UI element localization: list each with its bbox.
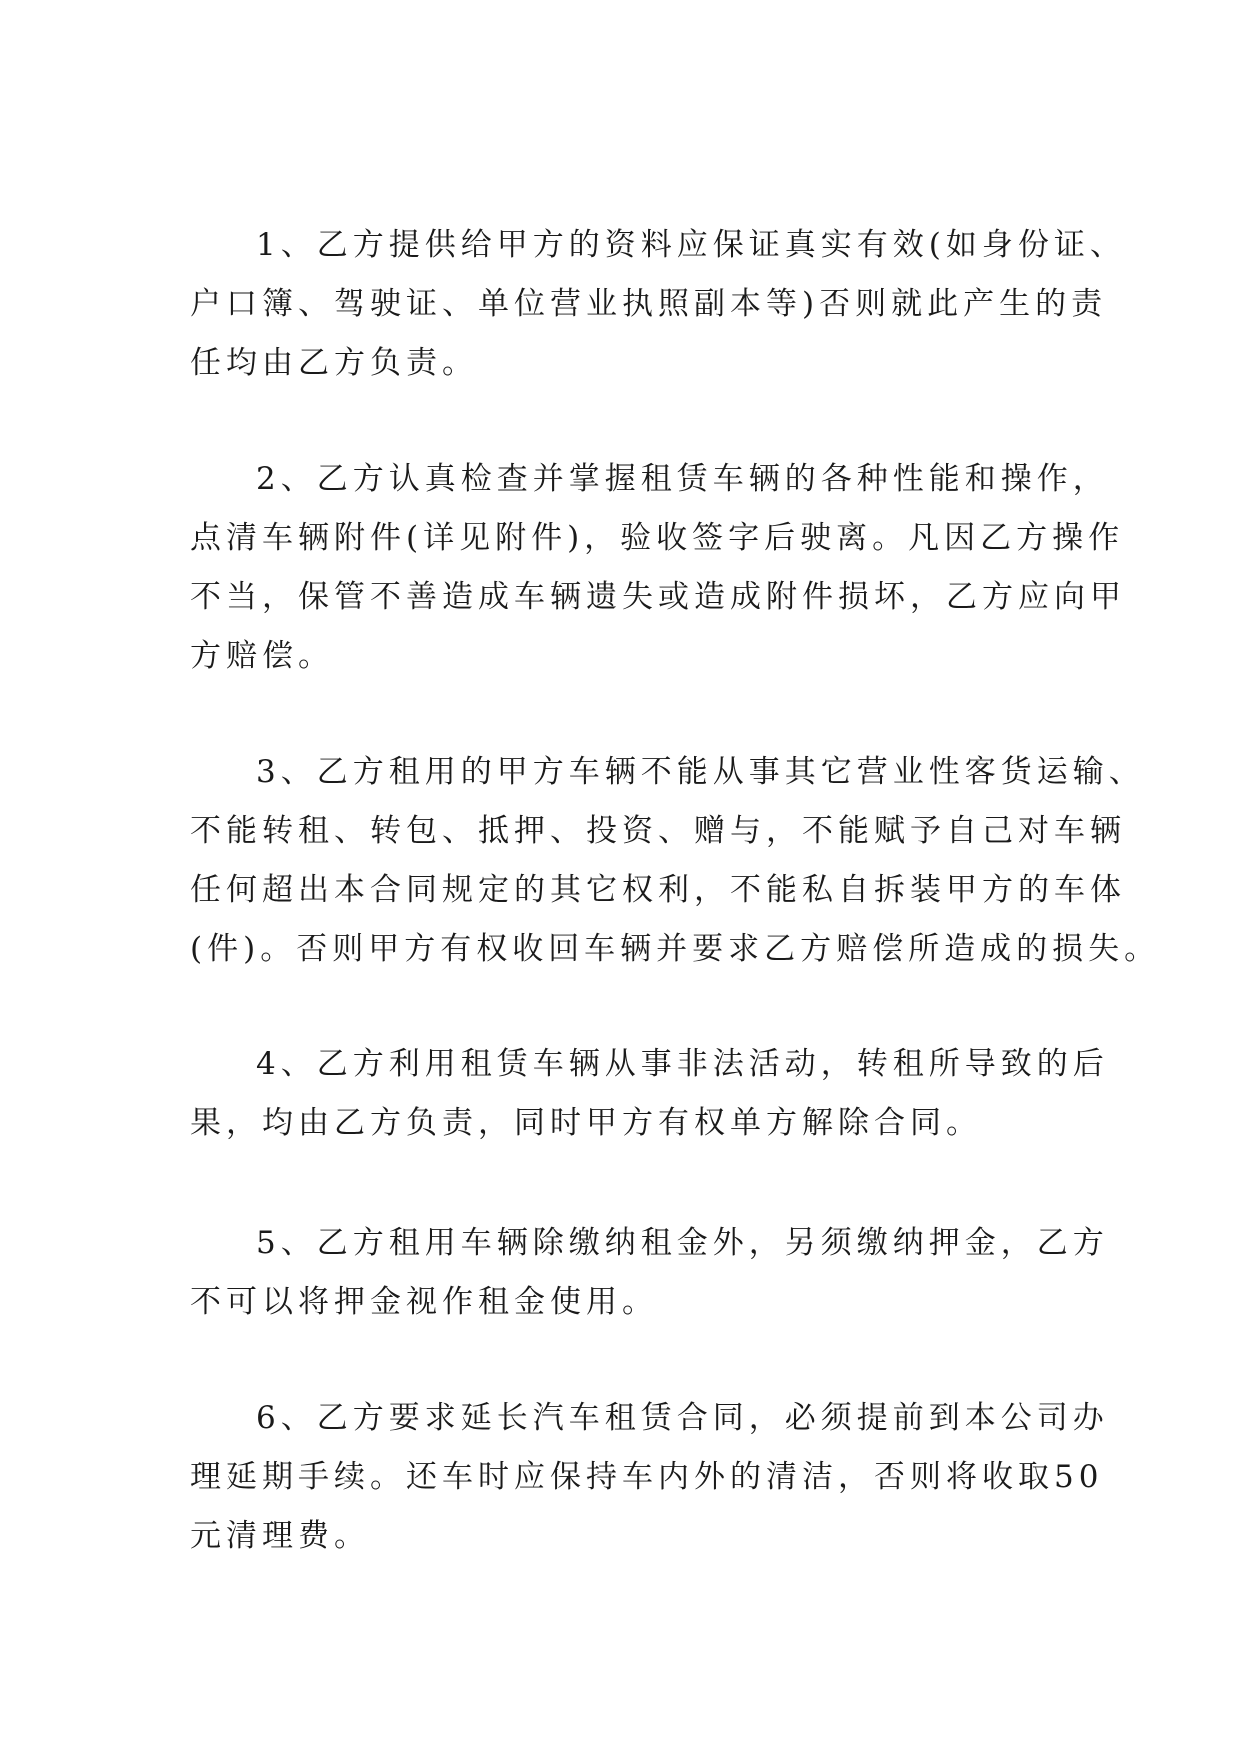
clause-line: (件)。否则甲方有权收回车辆并要求乙方赔偿所造成的损失。	[190, 931, 1161, 967]
clause-line: 1、乙方提供给甲方的资料应保证真实有效(如身份证、	[256, 227, 1126, 263]
clause-line: 6、乙方要求延长汽车租赁合同，必须提前到本公司办	[256, 1400, 1109, 1436]
clause-line: 3、乙方租用的甲方车辆不能从事其它营业性客货运输、	[256, 754, 1145, 790]
clause-line: 元清理费。	[190, 1518, 370, 1554]
clause-4-paragraph	[190, 1035, 1109, 1153]
clause-line: 5、乙方租用车辆除缴纳租金外，另须缴纳押金，乙方	[256, 1225, 1109, 1261]
clause-2-paragraph	[190, 450, 1126, 686]
clause-line: 果，均由乙方负责，同时甲方有权单方解除合同。	[190, 1105, 982, 1141]
clause-1-paragraph	[190, 216, 1126, 393]
clause-3-paragraph	[190, 743, 1161, 979]
clause-line: 任均由乙方负责。	[190, 345, 478, 381]
clause-line: 理延期手续。还车时应保持车内外的清洁，否则将收取50	[190, 1459, 1104, 1495]
clause-line: 不能转租、转包、抵押、投资、赠与，不能赋予自己对车辆	[190, 813, 1126, 849]
clause-line: 4、乙方利用租赁车辆从事非法活动，转租所导致的后	[256, 1046, 1109, 1082]
clause-6-paragraph	[190, 1389, 1109, 1566]
clause-line: 方赔偿。	[190, 638, 334, 674]
clause-5-paragraph	[190, 1214, 1109, 1332]
clause-line: 户口簿、驾驶证、单位营业执照副本等)否则就此产生的责	[190, 286, 1108, 322]
clause-line: 2、乙方认真检查并掌握租赁车辆的各种性能和操作，	[256, 461, 1109, 497]
clause-line: 任何超出本合同规定的其它权利，不能私自拆装甲方的车体	[190, 872, 1126, 908]
clause-line: 点清车辆附件(详见附件)，验收签字后驶离。凡因乙方操作	[190, 520, 1125, 556]
clause-line: 不可以将押金视作租金使用。	[190, 1284, 658, 1320]
clause-line: 不当，保管不善造成车辆遗失或造成附件损坏，乙方应向甲	[190, 579, 1126, 615]
